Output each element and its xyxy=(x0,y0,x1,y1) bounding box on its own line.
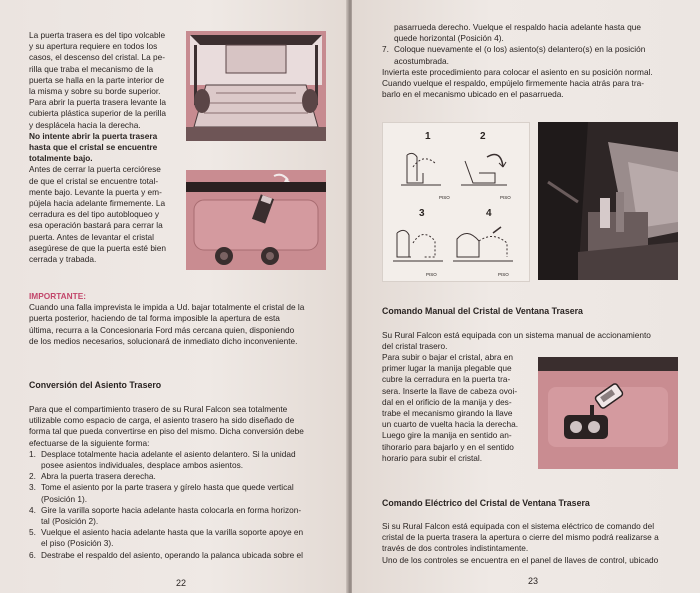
text-line: esa operación bastará para cerrar la xyxy=(29,220,163,231)
text-line: quede horizontal (Posición 4). xyxy=(394,33,504,44)
text-line: pújela hacia adelante firmemente. La xyxy=(29,198,166,209)
text-line: Uno de los controles se encuentra en el panel de llaves de control, ubicado xyxy=(382,554,659,565)
right-page xyxy=(352,0,700,593)
text-line: del cristal trasero. xyxy=(382,341,448,352)
seat-positions-diagram xyxy=(382,122,530,282)
text-line: cubierta plástica superior de la perilla xyxy=(29,108,166,119)
text-line: cubre la cerradura en la puerta tra- xyxy=(382,374,511,385)
list-item: 4. Gire la varilla soporte hacia adelante hasta colocarla en forma horizon- tal (Posición 2). xyxy=(29,504,302,527)
text-line: asegúrese de que la puerta esté bien xyxy=(29,242,166,253)
position-label: 4 xyxy=(486,208,492,219)
seat-sketches xyxy=(383,123,529,281)
text-line: utilizable como espacio de carga, el asiento trasero ha sido diseñado de xyxy=(29,415,295,426)
continued-instructions xyxy=(382,22,687,100)
text-line: Su Rural Falcon está equipada con un sistema manual de accionamiento xyxy=(382,330,651,340)
text-line: puerta se halla en la parte interior de xyxy=(29,74,165,85)
text-line: Luego gire la manija en sentido an- xyxy=(382,430,512,441)
list-item: 6. Destrabe el respaldo del asiento, operando la palanca ubicada sobre el xyxy=(29,549,303,560)
text-line: mente bajo. Levante la puerta y em- xyxy=(29,186,162,197)
text-line: de que el cristal se encuentre total- xyxy=(29,175,159,186)
manual-instructions xyxy=(382,352,542,464)
text-line: cerradura es del tipo autobloqueo y xyxy=(29,209,160,220)
position-label: 1 xyxy=(425,131,431,142)
text-line: través de dos controles indistintamente. xyxy=(382,543,529,554)
text-line: puerta. Antes de levantar el cristal xyxy=(29,231,154,242)
steps-list xyxy=(29,449,334,561)
conversion-instructions xyxy=(29,404,334,561)
text-line: Para abrir la puerta trasera levante la xyxy=(29,97,166,108)
text-line: y desplácela hacia la derecha. xyxy=(29,119,141,130)
text-line: de los medios necesarios, solucionará de inmediato dicho inconveniente. xyxy=(29,335,298,346)
text-line: La puerta trasera es del tipo volcable xyxy=(29,30,166,40)
text-line: un cuarto de vuelta hacia la derecha. xyxy=(382,419,519,430)
text-line: efectuarse de la siguiente forma: xyxy=(29,437,150,448)
text-line: casos, el descenso del cristal. La pe- xyxy=(29,52,166,63)
floor-label: PISO xyxy=(498,272,509,277)
text-line: horario para subir el cristal. xyxy=(382,452,483,463)
text-line: última, recurra a la Concesionaria Ford más cercana quien, disponiendo xyxy=(29,324,295,335)
text-line: dal en el orificio de la manija y des- xyxy=(382,396,512,407)
text-line: sera. Inserte la llave de cabeza ovoi- xyxy=(382,385,518,396)
text-line: la misma y sobre su borde superior. xyxy=(29,86,161,97)
text-line: Para subir o bajar el cristal, abra en xyxy=(382,352,513,362)
text-line: primer lugar la manija plegable que xyxy=(382,363,512,374)
text-line: Cuando vuelque el respaldo, empújelo firmemente hacia atrás para tra- xyxy=(382,78,644,89)
window-crank-photo xyxy=(538,357,678,469)
list-item: 5. Vuelque el asiento hacia adelante hasta que la varilla soporte apoye en el piso (Posición 3). xyxy=(29,527,304,549)
text-line: trabe el mecanismo girando la llave xyxy=(382,408,513,419)
tailgate-latch-photo xyxy=(186,170,326,270)
text-line: cristal de la puerta trasera la apertura o cierre del mismo podrá realizarse a xyxy=(382,532,659,543)
window-crank-illustration xyxy=(538,357,678,469)
warning-line: hasta que el cristal se encuentre xyxy=(29,142,158,153)
tailgate-latch-illustration xyxy=(186,170,326,270)
seat-mechanism-photo xyxy=(538,122,678,280)
floor-label: PISO xyxy=(439,195,450,200)
intro-paragraph xyxy=(29,30,189,265)
rear-cargo-illustration xyxy=(186,31,326,141)
manual-intro xyxy=(382,330,687,352)
text-line: puerta posterior, haciendo de tal forma imposible la apertura de esta xyxy=(29,313,280,324)
section-title: Comando Manual del Cristal de Ventana Trasera xyxy=(382,306,583,316)
position-label: 3 xyxy=(419,208,425,219)
section-title: Conversión del Asiento Trasero xyxy=(29,380,162,390)
important-note xyxy=(29,291,329,347)
seat-mechanism-illustration xyxy=(538,122,678,280)
list-item: 2. Abra la puerta trasera derecha. xyxy=(29,471,156,482)
text-line: Para que el compartimiento trasero de su Rural Falcon sea totalmente xyxy=(29,404,288,414)
page-number: 22 xyxy=(176,578,187,588)
list-item: 3. Tome el asiento por la parte trasera y gírelo hasta que quede vertical (Posición 1). xyxy=(29,482,294,504)
text-line: Antes de cerrar la puerta cerciórese xyxy=(29,164,161,175)
text-line: Invierta este procedimiento para colocar el asiento en su posición normal. xyxy=(382,66,653,77)
electric-instructions xyxy=(382,521,692,566)
steps-list xyxy=(382,44,687,66)
list-item: 7. Coloque nuevamente el (o los) asiento(s) delantero(s) en la posición acostumbrada. xyxy=(382,44,646,66)
position-label: 2 xyxy=(480,131,486,142)
text-line: barlo en el mecanismo ubicado en el pasarrueda. xyxy=(382,89,564,100)
text-line: cerrada y trabada. xyxy=(29,254,97,265)
text-line: tihorario para bajarlo y en el sentido xyxy=(382,441,514,452)
text-line: y su apertura requiere en todos los xyxy=(29,41,158,52)
list-item: 1. Desplace totalmente hacia adelante el asiento delantero. Si la unidad posee asientos individuales, desplace ambos asientos. xyxy=(29,448,296,471)
page-number: 23 xyxy=(528,576,539,586)
text-line: rilla que traba el mecanismo de la xyxy=(29,63,154,74)
text-line: Cuando una falla imprevista le impida a Ud. bajar totalmente el cristal de la xyxy=(29,302,305,313)
rear-cargo-photo xyxy=(186,31,326,141)
text-line: pasarrueda derecho. Vuelque el respaldo hacia adelante hasta que xyxy=(394,22,641,32)
floor-label: PISO xyxy=(500,195,511,200)
important-label: IMPORTANTE: xyxy=(29,291,86,301)
text-line: forma tal que pueda convertirse en piso del mismo. Dicha conversión debe xyxy=(29,426,304,437)
left-page xyxy=(0,0,348,593)
warning-line: No intente abrir la puerta trasera xyxy=(29,130,158,141)
section-title: Comando Eléctrico del Cristal de Ventana Trasera xyxy=(382,498,590,508)
text-line: Si su Rural Falcon está equipada con el sistema eléctrico de comando del xyxy=(382,521,655,531)
warning-line: totalmente bajo. xyxy=(29,153,93,164)
floor-label: PISO xyxy=(426,272,437,277)
